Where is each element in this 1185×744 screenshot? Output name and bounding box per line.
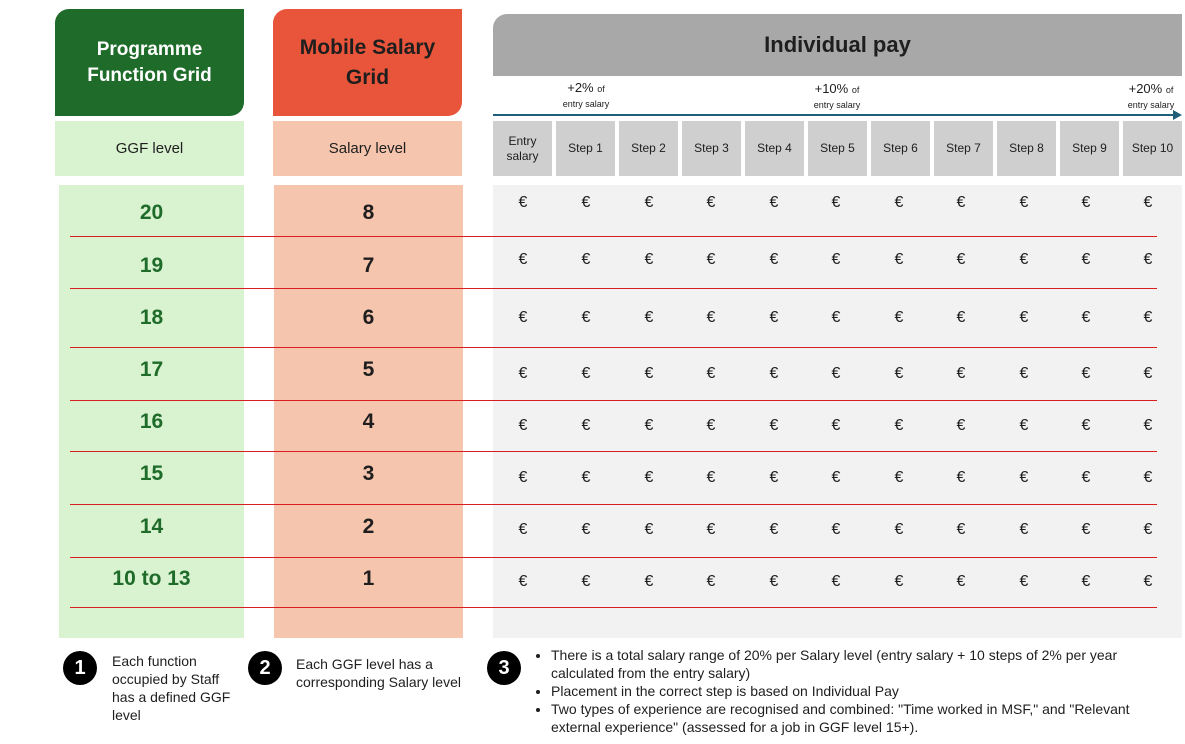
euro-cell: € bbox=[894, 194, 904, 211]
euro-cell: € bbox=[831, 309, 841, 326]
row-divider bbox=[70, 607, 1157, 608]
euro-cell: € bbox=[518, 521, 528, 538]
note-number-2: 2 bbox=[248, 651, 282, 685]
euro-cell: € bbox=[518, 251, 528, 268]
salary-level-value: 4 bbox=[362, 410, 375, 433]
euro-cell: € bbox=[581, 417, 591, 434]
euro-cell: € bbox=[1019, 469, 1029, 486]
euro-cell: € bbox=[1143, 573, 1153, 590]
euro-cell: € bbox=[1019, 417, 1029, 434]
euro-cell: € bbox=[894, 469, 904, 486]
euro-cell: € bbox=[831, 251, 841, 268]
euro-cell: € bbox=[706, 573, 716, 590]
euro-cell: € bbox=[769, 194, 779, 211]
euro-cell: € bbox=[518, 417, 528, 434]
individual-pay-header: Individual pay bbox=[493, 14, 1182, 76]
euro-cell: € bbox=[831, 469, 841, 486]
increment-unit: of bbox=[1165, 85, 1174, 95]
euro-cell: € bbox=[706, 194, 716, 211]
increment-value: +2% bbox=[567, 80, 594, 95]
increment-10-percent bbox=[806, 82, 868, 112]
euro-cell: € bbox=[518, 365, 528, 382]
euro-cell: € bbox=[706, 251, 716, 268]
euro-cell: € bbox=[831, 573, 841, 590]
euro-cell: € bbox=[644, 417, 654, 434]
euro-cell: € bbox=[581, 469, 591, 486]
euro-cell: € bbox=[831, 365, 841, 382]
euro-cell: € bbox=[1081, 309, 1091, 326]
euro-cell: € bbox=[894, 251, 904, 268]
increment-note: entry salary bbox=[562, 99, 610, 109]
euro-cell: € bbox=[1019, 365, 1029, 382]
euro-cell: € bbox=[644, 251, 654, 268]
euro-cell: € bbox=[1143, 365, 1153, 382]
euro-cell: € bbox=[581, 365, 591, 382]
euro-cell: € bbox=[1143, 251, 1153, 268]
euro-cell: € bbox=[581, 194, 591, 211]
euro-cell: € bbox=[956, 309, 966, 326]
step-header-9: Step 9 bbox=[1060, 121, 1119, 176]
euro-cell: € bbox=[1081, 573, 1091, 590]
euro-cell: € bbox=[706, 309, 716, 326]
ggf-level-value: 19 bbox=[139, 254, 164, 277]
euro-cell: € bbox=[581, 309, 591, 326]
euro-cell: € bbox=[769, 417, 779, 434]
euro-cell: € bbox=[1081, 194, 1091, 211]
row-divider bbox=[70, 557, 1157, 558]
euro-cell: € bbox=[1081, 521, 1091, 538]
increment-value: +20% bbox=[1128, 81, 1163, 96]
euro-cell: € bbox=[956, 573, 966, 590]
euro-cell: € bbox=[1081, 417, 1091, 434]
salary-level-value: 2 bbox=[362, 515, 375, 538]
note-1-text: Each function occupied by Staff has a defined GGF level bbox=[112, 653, 231, 723]
increment-value: +10% bbox=[814, 81, 849, 96]
note-2-text: Each GGF level has a corresponding Salary level bbox=[296, 656, 461, 690]
progression-arrow-line bbox=[493, 114, 1173, 116]
ggf-level-value: 15 bbox=[139, 462, 164, 485]
salary-level-label: Salary level bbox=[273, 121, 462, 176]
step-header-1: Step 1 bbox=[556, 121, 615, 176]
euro-cell: € bbox=[769, 309, 779, 326]
ggf-level-value: 10 to 13 bbox=[112, 567, 191, 590]
note-number-3: 3 bbox=[487, 651, 521, 685]
euro-cell: € bbox=[644, 309, 654, 326]
row-divider bbox=[70, 504, 1157, 505]
step-header-8: Step 8 bbox=[997, 121, 1056, 176]
step-header-5: Step 5 bbox=[808, 121, 867, 176]
ggf-level-value: 16 bbox=[139, 410, 164, 433]
salary-level-value: 7 bbox=[362, 254, 375, 277]
row-divider bbox=[70, 288, 1157, 289]
euro-cell: € bbox=[769, 573, 779, 590]
euro-cell: € bbox=[1081, 469, 1091, 486]
euro-cell: € bbox=[1019, 251, 1029, 268]
step-header-10: Step 10 bbox=[1123, 121, 1182, 176]
euro-cell: € bbox=[769, 251, 779, 268]
mobile-salary-grid-header: Mobile Salary Grid bbox=[273, 9, 462, 116]
euro-cell: € bbox=[581, 251, 591, 268]
row-divider bbox=[70, 451, 1157, 452]
salary-level-value: 1 bbox=[362, 567, 375, 590]
step-header-7: Step 7 bbox=[934, 121, 993, 176]
euro-cell: € bbox=[518, 194, 528, 211]
euro-cell: € bbox=[1143, 521, 1153, 538]
euro-cell: € bbox=[769, 469, 779, 486]
euro-cell: € bbox=[1019, 194, 1029, 211]
euro-cell: € bbox=[706, 417, 716, 434]
euro-cell: € bbox=[518, 309, 528, 326]
euro-cell: € bbox=[644, 573, 654, 590]
euro-cell: € bbox=[644, 365, 654, 382]
row-divider bbox=[70, 347, 1157, 348]
euro-cell: € bbox=[644, 194, 654, 211]
euro-cell: € bbox=[706, 521, 716, 538]
euro-cell: € bbox=[1019, 309, 1029, 326]
euro-cell: € bbox=[1019, 573, 1029, 590]
step-header-2: Step 2 bbox=[619, 121, 678, 176]
note-3-bullet-1: • There is a total salary range of 20% per Salary level (entry salary + 10 steps of 2% per year calculated from the entry salary) bbox=[551, 646, 1173, 682]
euro-cell: € bbox=[894, 417, 904, 434]
ggf-level-value: 20 bbox=[139, 201, 164, 224]
ggf-level-value: 18 bbox=[139, 306, 164, 329]
increment-2-percent bbox=[556, 81, 616, 111]
euro-cell: € bbox=[1143, 309, 1153, 326]
increment-unit: of bbox=[597, 84, 605, 94]
increment-unit: of bbox=[851, 85, 860, 95]
euro-cell: € bbox=[956, 417, 966, 434]
euro-cell: € bbox=[831, 194, 841, 211]
euro-cell: € bbox=[1143, 469, 1153, 486]
euro-cell: € bbox=[956, 194, 966, 211]
programme-function-grid-header: Programme Function Grid bbox=[55, 9, 244, 116]
euro-cell: € bbox=[644, 469, 654, 486]
row-divider bbox=[70, 236, 1157, 237]
euro-cell: € bbox=[894, 365, 904, 382]
note-3-bullet-3: • Two types of experience are recognised and combined: "Time worked in MSF," and "Relevant external experience" (assessed for a job in GGF level 15+). bbox=[551, 700, 1173, 736]
progression-arrow-head bbox=[1173, 110, 1182, 120]
note-3-bullets bbox=[533, 646, 1173, 736]
euro-cell: € bbox=[769, 521, 779, 538]
ggf-level-value: 17 bbox=[139, 358, 164, 381]
euro-cell: € bbox=[831, 417, 841, 434]
note-3-bullet-2: • Placement in the correct step is based on Individual Pay bbox=[551, 682, 1173, 700]
euro-cell: € bbox=[1143, 194, 1153, 211]
euro-cell: € bbox=[1143, 417, 1153, 434]
euro-cell: € bbox=[581, 573, 591, 590]
euro-cell: € bbox=[1081, 251, 1091, 268]
ggf-level-label: GGF level bbox=[55, 121, 244, 176]
note-number-1: 1 bbox=[63, 651, 97, 685]
euro-cell: € bbox=[956, 365, 966, 382]
step-header-6: Step 6 bbox=[871, 121, 930, 176]
step-header-4: Step 4 bbox=[745, 121, 804, 176]
euro-cell: € bbox=[518, 469, 528, 486]
euro-cell: € bbox=[1019, 521, 1029, 538]
euro-cell: € bbox=[581, 521, 591, 538]
salary-level-value: 5 bbox=[362, 358, 375, 381]
increment-20-percent bbox=[1121, 82, 1181, 112]
row-divider bbox=[70, 400, 1157, 401]
euro-cell: € bbox=[956, 521, 966, 538]
euro-cell: € bbox=[894, 521, 904, 538]
salary-level-value: 3 bbox=[362, 462, 375, 485]
euro-cell: € bbox=[644, 521, 654, 538]
euro-cell: € bbox=[956, 469, 966, 486]
step-header-3: Step 3 bbox=[682, 121, 741, 176]
ggf-level-value: 14 bbox=[139, 515, 164, 538]
euro-cell: € bbox=[518, 573, 528, 590]
euro-cell: € bbox=[894, 309, 904, 326]
euro-cell: € bbox=[956, 251, 966, 268]
euro-cell: € bbox=[706, 469, 716, 486]
euro-cell: € bbox=[706, 365, 716, 382]
euro-cell: € bbox=[1081, 365, 1091, 382]
euro-cell: € bbox=[769, 365, 779, 382]
increment-note: entry salary bbox=[813, 100, 861, 110]
euro-cell: € bbox=[831, 521, 841, 538]
step-header-entry-salary: Entry salary bbox=[493, 121, 552, 176]
salary-level-value: 6 bbox=[362, 306, 375, 329]
euro-cell: € bbox=[894, 573, 904, 590]
salary-level-value: 8 bbox=[362, 201, 375, 224]
increment-note: entry salary bbox=[1127, 100, 1175, 110]
